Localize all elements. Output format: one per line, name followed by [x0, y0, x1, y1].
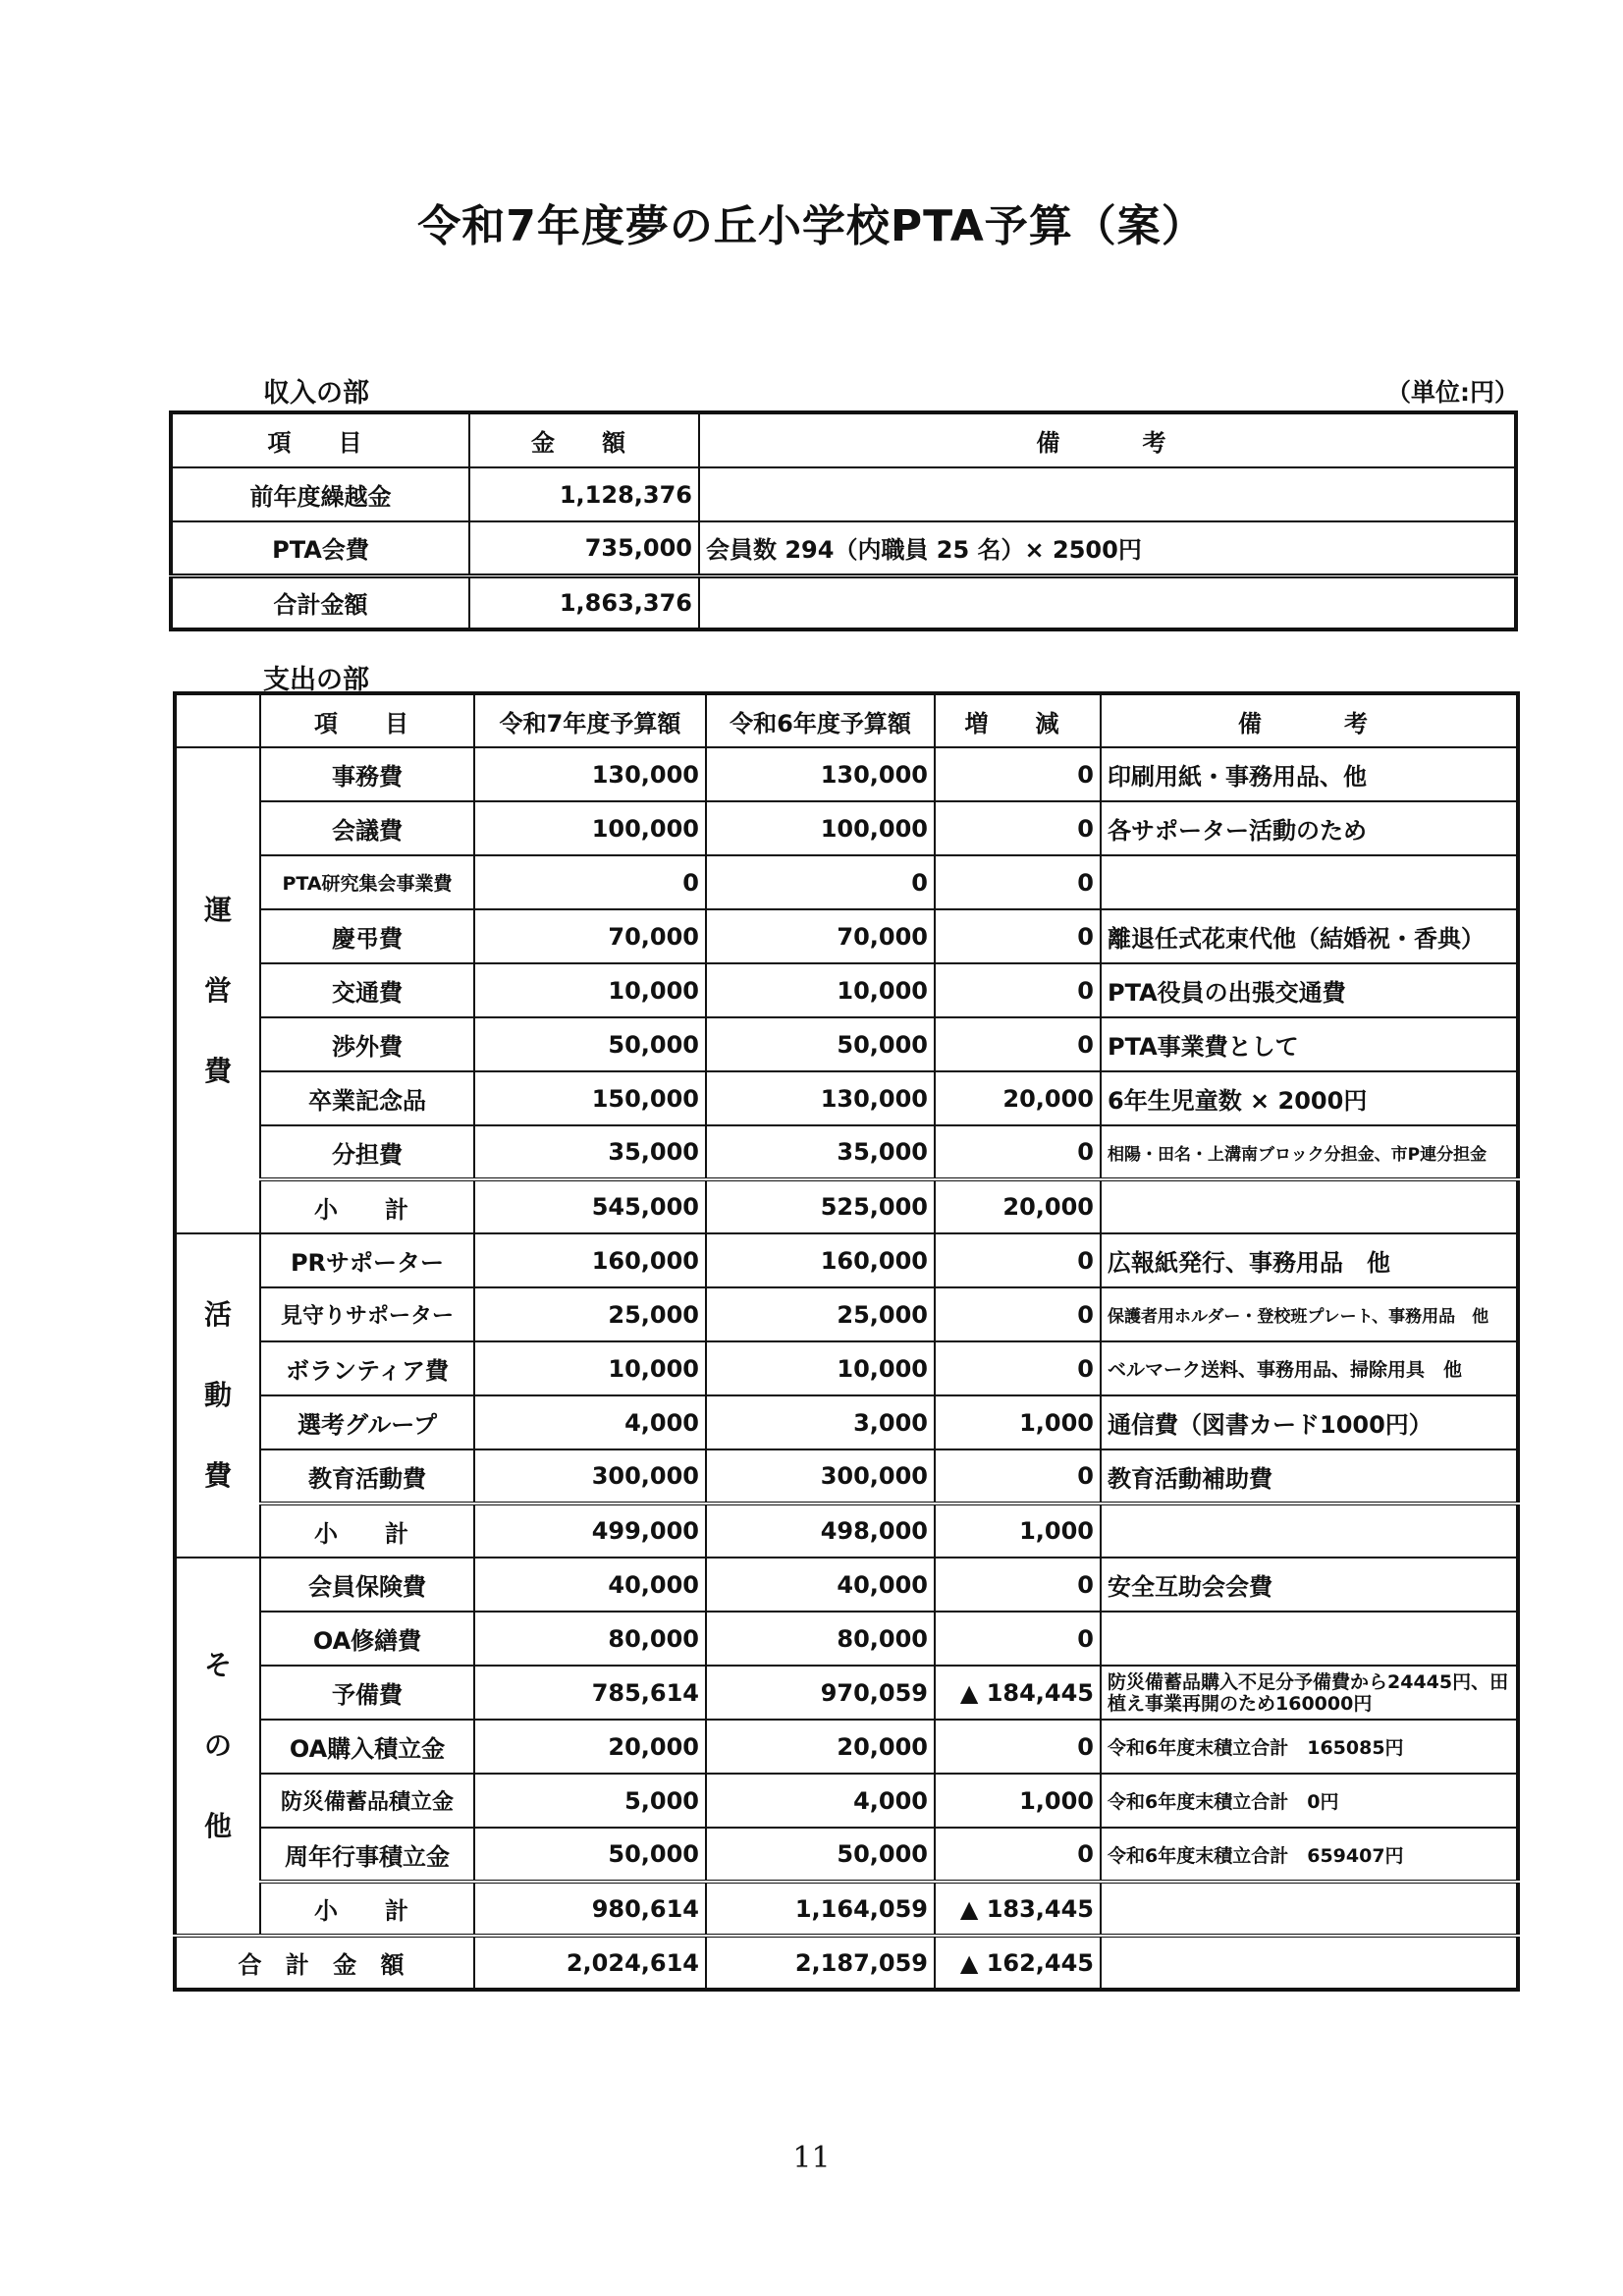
subtotal-note	[1101, 1503, 1518, 1558]
expense-r6: 50,000	[706, 1017, 935, 1071]
income-item: PTA会費	[171, 521, 469, 575]
expense-note: ベルマーク送料、事務用品、掃除用具 他	[1101, 1341, 1518, 1395]
expense-note: PTA役員の出張交通費	[1101, 963, 1518, 1017]
expense-change: 0	[935, 1720, 1101, 1774]
expense-r6: 10,000	[706, 963, 935, 1017]
expense-item: 会員保険費	[260, 1558, 474, 1612]
subtotal-change: 20,000	[935, 1179, 1101, 1233]
table-row	[175, 801, 1518, 855]
expense-change: 0	[935, 1558, 1101, 1612]
expense-change: 0	[935, 1449, 1101, 1503]
income-note	[699, 467, 1516, 521]
group-char: の	[203, 1729, 232, 1762]
expense-header-change: 増 減	[935, 693, 1101, 747]
expense-r7: 35,000	[474, 1125, 706, 1179]
expense-r6: 130,000	[706, 747, 935, 801]
expense-r6: 300,000	[706, 1449, 935, 1503]
expense-note: 保護者用ホルダー・登校班プレート、事務用品 他	[1101, 1287, 1518, 1341]
expense-item: 防災備蓄品積立金	[260, 1774, 474, 1828]
expense-item: 予備費	[260, 1666, 474, 1720]
expense-item: 卒業記念品	[260, 1071, 474, 1125]
expense-item: OA購入積立金	[260, 1720, 474, 1774]
income-row	[171, 521, 1516, 575]
table-row	[175, 1720, 1518, 1774]
expense-r7: 160,000	[474, 1233, 706, 1287]
expense-change: 0	[935, 909, 1101, 963]
income-section-label: 収入の部	[263, 378, 369, 409]
expense-r7: 40,000	[474, 1558, 706, 1612]
expense-header-item: 項 目	[260, 693, 474, 747]
subtotal-change: 1,000	[935, 1503, 1101, 1558]
income-total-amount: 1,863,376	[469, 575, 699, 629]
subtotal-row	[175, 1882, 1518, 1936]
expense-header-note: 備 考	[1101, 693, 1518, 747]
table-row	[175, 1287, 1518, 1341]
subtotal-row	[175, 1503, 1518, 1558]
subtotal-row	[175, 1179, 1518, 1233]
expense-header-r6: 令和6年度予算額	[706, 693, 935, 747]
expense-item: PRサポーター	[260, 1233, 474, 1287]
table-row	[175, 1233, 1518, 1287]
expense-item: 分担費	[260, 1125, 474, 1179]
expense-r7: 20,000	[474, 1720, 706, 1774]
income-amount: 735,000	[469, 521, 699, 575]
expense-r6: 35,000	[706, 1125, 935, 1179]
expense-r7: 100,000	[474, 801, 706, 855]
group-char: 他	[203, 1810, 232, 1842]
grand-total-note	[1101, 1936, 1518, 1990]
table-row	[175, 1449, 1518, 1503]
expense-r6: 3,000	[706, 1395, 935, 1449]
group-char: 費	[203, 1054, 232, 1087]
expense-r7: 4,000	[474, 1395, 706, 1449]
expense-r7: 10,000	[474, 1341, 706, 1395]
group-label-katsudou	[175, 1233, 260, 1558]
expense-header-r7: 令和7年度予算額	[474, 693, 706, 747]
expense-note: 安全互助会会費	[1101, 1558, 1518, 1612]
expense-item: 教育活動費	[260, 1449, 474, 1503]
income-total-note	[699, 575, 1516, 629]
group-label-unei	[175, 747, 260, 1233]
expense-change: 20,000	[935, 1071, 1101, 1125]
expense-r6: 10,000	[706, 1341, 935, 1395]
income-header-amount: 金 額	[469, 412, 699, 467]
expense-note: 相陽・田名・上溝南ブロック分担金、市P連分担金	[1101, 1125, 1518, 1179]
expense-note: 防災備蓄品購入不足分予備費から24445円、田植え事業再開のため160000円	[1101, 1666, 1518, 1720]
table-row	[175, 1558, 1518, 1612]
unit-label: （単位:円）	[1386, 378, 1519, 407]
expense-header-row	[175, 693, 1518, 747]
income-table	[169, 410, 1518, 631]
table-row	[175, 1774, 1518, 1828]
table-row	[175, 963, 1518, 1017]
income-row	[171, 467, 1516, 521]
subtotal-r7: 980,614	[474, 1882, 706, 1936]
expense-note: PTA事業費として	[1101, 1017, 1518, 1071]
table-row	[175, 747, 1518, 801]
expense-change: 0	[935, 963, 1101, 1017]
grand-total-change: ▲ 162,445	[935, 1936, 1101, 1990]
expense-note: 広報紙発行、事務用品 他	[1101, 1233, 1518, 1287]
subtotal-label: 小 計	[260, 1179, 474, 1233]
expense-item: 見守りサポーター	[260, 1287, 474, 1341]
expense-note: 令和6年度末積立合計 165085円	[1101, 1720, 1518, 1774]
expense-r7: 300,000	[474, 1449, 706, 1503]
expense-r6: 130,000	[706, 1071, 935, 1125]
page-title: 令和7年度夢の丘小学校PTA予算（案）	[417, 201, 1206, 251]
expense-r6: 80,000	[706, 1612, 935, 1666]
expense-r6: 4,000	[706, 1774, 935, 1828]
group-char: 営	[203, 973, 232, 1007]
table-row	[175, 1341, 1518, 1395]
subtotal-label: 小 計	[260, 1503, 474, 1558]
expense-note: 離退任式花束代他（結婚祝・香典）	[1101, 909, 1518, 963]
expense-change: 0	[935, 1828, 1101, 1882]
subtotal-r6: 498,000	[706, 1503, 935, 1558]
expense-note: 通信費（図書カード1000円）	[1101, 1395, 1518, 1449]
expense-r6: 20,000	[706, 1720, 935, 1774]
expense-r6: 50,000	[706, 1828, 935, 1882]
expense-r7: 0	[474, 855, 706, 909]
expense-item: 慶弔費	[260, 909, 474, 963]
expense-note: 令和6年度末積立合計 0円	[1101, 1774, 1518, 1828]
expense-change: 0	[935, 1341, 1101, 1395]
subtotal-change: ▲ 183,445	[935, 1882, 1101, 1936]
subtotal-r6: 1,164,059	[706, 1882, 935, 1936]
expense-note	[1101, 855, 1518, 909]
income-amount: 1,128,376	[469, 467, 699, 521]
expense-r7: 25,000	[474, 1287, 706, 1341]
expense-item: PTA研究集会事業費	[260, 855, 474, 909]
expense-header-blank	[175, 693, 260, 747]
expense-change: 0	[935, 1233, 1101, 1287]
expense-r7: 50,000	[474, 1017, 706, 1071]
table-row	[175, 1395, 1518, 1449]
expense-note: 令和6年度末積立合計 659407円	[1101, 1828, 1518, 1882]
income-note: 会員数 294（内職員 25 名）× 2500円	[699, 521, 1516, 575]
grand-total-label: 合 計 金 額	[175, 1936, 474, 1990]
expense-note: 6年生児童数 × 2000円	[1101, 1071, 1518, 1125]
table-row	[175, 855, 1518, 909]
expense-item: 渉外費	[260, 1017, 474, 1071]
expense-item: 交通費	[260, 963, 474, 1017]
expense-change: ▲ 184,445	[935, 1666, 1101, 1720]
grand-total-r6: 2,187,059	[706, 1936, 935, 1990]
expense-r7: 70,000	[474, 909, 706, 963]
expense-r7: 785,614	[474, 1666, 706, 1720]
page-number: 11	[792, 2141, 831, 2175]
expense-item: 事務費	[260, 747, 474, 801]
expense-item: 会議費	[260, 801, 474, 855]
expense-r7: 50,000	[474, 1828, 706, 1882]
group-char: 動	[203, 1379, 232, 1411]
expense-r6: 970,059	[706, 1666, 935, 1720]
table-row	[175, 1125, 1518, 1179]
grand-total-r7: 2,024,614	[474, 1936, 706, 1990]
group-char: 費	[203, 1459, 232, 1492]
expense-table	[173, 691, 1520, 1992]
expense-item: OA修繕費	[260, 1612, 474, 1666]
expense-item: 周年行事積立金	[260, 1828, 474, 1882]
group-label-sonota	[175, 1558, 260, 1936]
income-header-row	[171, 412, 1516, 467]
expense-change: 0	[935, 1287, 1101, 1341]
expense-item: ボランティア費	[260, 1341, 474, 1395]
subtotal-r7: 499,000	[474, 1503, 706, 1558]
income-total-label: 合計金額	[171, 575, 469, 629]
table-row	[175, 1017, 1518, 1071]
expense-change: 0	[935, 1017, 1101, 1071]
income-item: 前年度繰越金	[171, 467, 469, 521]
income-total-row	[171, 575, 1516, 629]
expense-note: 教育活動補助費	[1101, 1449, 1518, 1503]
expense-r6: 0	[706, 855, 935, 909]
group-char: そ	[203, 1649, 232, 1681]
expense-item: 選考グループ	[260, 1395, 474, 1449]
expense-r7: 130,000	[474, 747, 706, 801]
group-char: 運	[203, 893, 232, 926]
expense-r7: 150,000	[474, 1071, 706, 1125]
expense-change: 0	[935, 855, 1101, 909]
expense-r6: 25,000	[706, 1287, 935, 1341]
grand-total-row	[175, 1936, 1518, 1990]
expense-r6: 100,000	[706, 801, 935, 855]
expense-note: 印刷用紙・事務用品、他	[1101, 747, 1518, 801]
expense-r6: 70,000	[706, 909, 935, 963]
table-row	[175, 1071, 1518, 1125]
subtotal-r6: 525,000	[706, 1179, 935, 1233]
table-row	[175, 1666, 1518, 1720]
expense-r7: 10,000	[474, 963, 706, 1017]
group-char: 活	[203, 1298, 232, 1331]
expense-r7: 5,000	[474, 1774, 706, 1828]
expense-note	[1101, 1612, 1518, 1666]
table-row	[175, 1828, 1518, 1882]
expense-section-label: 支出の部	[263, 665, 369, 695]
expense-change: 0	[935, 801, 1101, 855]
subtotal-r7: 545,000	[474, 1179, 706, 1233]
income-header-item: 項 目	[171, 412, 469, 467]
income-header-note: 備 考	[699, 412, 1516, 467]
subtotal-note	[1101, 1179, 1518, 1233]
expense-r7: 80,000	[474, 1612, 706, 1666]
expense-r6: 40,000	[706, 1558, 935, 1612]
subtotal-label: 小 計	[260, 1882, 474, 1936]
expense-change: 1,000	[935, 1774, 1101, 1828]
expense-change: 0	[935, 747, 1101, 801]
expense-change: 0	[935, 1612, 1101, 1666]
expense-note: 各サポーター活動のため	[1101, 801, 1518, 855]
subtotal-note	[1101, 1882, 1518, 1936]
expense-change: 1,000	[935, 1395, 1101, 1449]
expense-change: 0	[935, 1125, 1101, 1179]
expense-r6: 160,000	[706, 1233, 935, 1287]
table-row	[175, 909, 1518, 963]
table-row	[175, 1612, 1518, 1666]
